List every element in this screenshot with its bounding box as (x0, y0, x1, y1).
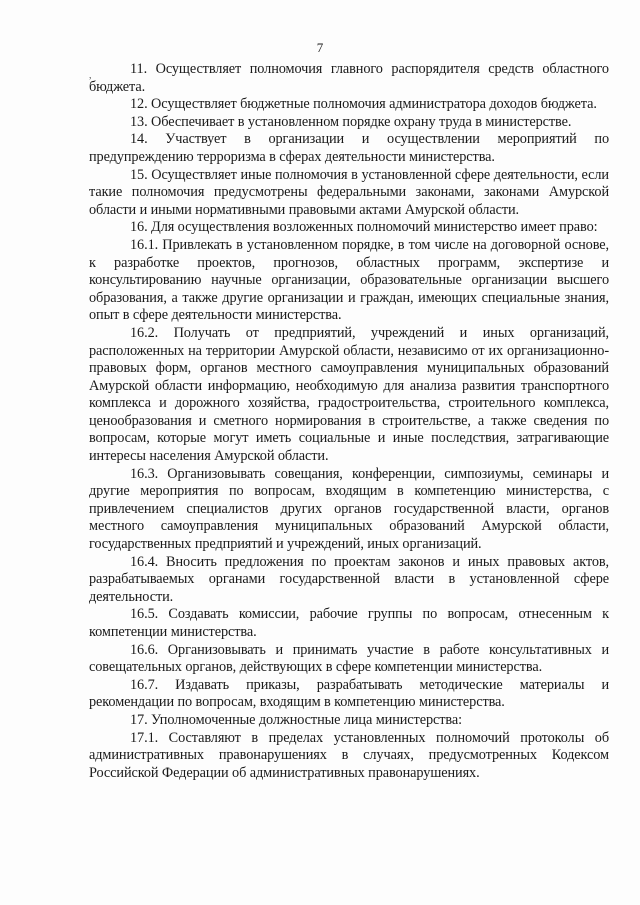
paragraph-16-2: 16.2. Получать от предприятий, учреждений и иных организаций, расположенных на территории Амурской области, независимо от их организационно-правовых форм, органов местного самоуправления муниципальных образований Амурской области информацию, необходимую для анализа развития транспортного комплекса и дорожного хозяйства, градостроительства, строительного комплекса, ценообразования и сметного нормирования в строительстве, а также сведения по вопросам, которые могут иметь социальные и иные последствия, затрагивающие интересы населения Амурской области. (89, 324, 609, 465)
paragraph-16-5: 16.5. Создавать комиссии, рабочие группы по вопросам, отнесенным к компетенции министерства. (89, 606, 609, 640)
paragraph-16: 16. Для осуществления возложенных полномочий министерство имеет право: (130, 219, 598, 236)
paragraph-16-4: 16.4. Вносить предложения по проектам законов и иных правовых актов, разрабатываемых органами государственной власти в установленной сфере деятельности. (89, 553, 609, 605)
paragraph-16-1: 16.1. Привлекать в установленном порядке, в том числе на договорной основе, к разработке проектов, прогнозов, областных программ, экспертизе и консультированию научные организации, образовательные организации высшего образования, а также другие организации и граждан, имеющих специальные знания, опыт в сфере деятельности министерства. (89, 236, 609, 324)
paragraph-12: 12. Осуществляет бюджетные полномочия администратора доходов бюджета. (130, 96, 597, 113)
paragraph-11: 11. Осуществляет полномочия главного распорядителя средств областного бюджета. (89, 61, 609, 95)
paragraph-15: 15. Осуществляет иные полномочия в установленной сфере деятельности, если такие полномочия предусмотрены федеральными законами, законами Амурской области и иными нормативными правовыми актами Амурской области. (89, 166, 609, 218)
paragraph-16-6: 16.6. Организовывать и принимать участие в работе консультативных и совещательных органов, действующих в сфере компетенции министерства. (89, 641, 609, 676)
document-body (89, 61, 609, 782)
paragraph-16-7: 16.7. Издавать приказы, разрабатывать методические материалы и рекомендации по вопросам, входящим в компетенцию министерства. (89, 676, 609, 711)
paragraph-17-1: 17.1. Составляют в пределах установленных полномочий протоколы об административных правонарушениях в случаях, предусмотренных Кодексом Российской Федерации об административных правонарушениях. (89, 729, 609, 781)
page-number: 7 (316, 40, 324, 55)
paragraph-17: 17. Уполномоченные должностные лица министерства: (130, 711, 462, 728)
paragraph-16-3: 16.3. Организовывать совещания, конференции, симпозиумы, семинары и другие мероприятия по вопросам, входящим в компетенцию министерства, с привлечением специалистов других органов государственной власти, органов местного самоуправления муниципальных образований Амурской области, государственных предприятий и учреждений, иных организаций. (89, 465, 609, 553)
margin-mark: , (89, 70, 92, 81)
paragraph-14: 14. Участвует в организации и осуществлении мероприятий по предупреждению терроризма в сферах деятельности министерства. (89, 131, 609, 165)
paragraph-13: 13. Обеспечивает в установленном порядке охрану труда в министерстве. (130, 113, 572, 130)
